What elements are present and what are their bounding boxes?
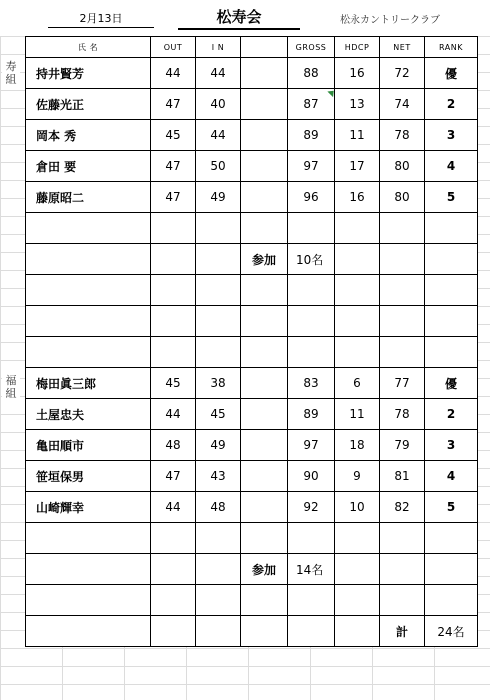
total-count: 24名 [425, 616, 478, 647]
net-score: 77 [380, 368, 425, 399]
empty-cell [241, 213, 288, 244]
empty-cell [380, 337, 425, 368]
handicap: 11 [335, 120, 380, 151]
column-header: NET [380, 37, 425, 58]
empty-cell [151, 306, 196, 337]
empty-cell [196, 337, 241, 368]
empty-row [26, 585, 478, 616]
rank: 優 [425, 368, 478, 399]
handicap: 16 [335, 182, 380, 213]
rank: 2 [425, 89, 478, 120]
empty-cell [241, 306, 288, 337]
empty-cell [26, 523, 151, 554]
empty-cell [241, 616, 288, 647]
player-row [26, 182, 478, 213]
empty-cell [380, 244, 425, 275]
empty-cell [26, 337, 151, 368]
empty-cell [288, 616, 335, 647]
empty-cell [288, 275, 335, 306]
empty-row [26, 306, 478, 337]
column-header [241, 37, 288, 58]
out-score: 47 [151, 182, 196, 213]
rank: 5 [425, 492, 478, 523]
in-score: 49 [196, 430, 241, 461]
player-name: 岡本 秀 [26, 120, 151, 151]
handicap: 9 [335, 461, 380, 492]
handicap: 16 [335, 58, 380, 89]
gross-score: 96 [288, 182, 335, 213]
empty-cell [335, 616, 380, 647]
empty-cell [335, 213, 380, 244]
player-row [26, 461, 478, 492]
handicap: 11 [335, 399, 380, 430]
player-name: 土屋忠夫 [26, 399, 151, 430]
participants-row [26, 554, 478, 585]
empty-cell [425, 275, 478, 306]
in-score: 40 [196, 89, 241, 120]
column-header: RANK [425, 37, 478, 58]
gross-score: 90 [288, 461, 335, 492]
rank: 4 [425, 461, 478, 492]
blank-cell [241, 368, 288, 399]
empty-cell [241, 523, 288, 554]
player-name: 山崎輝幸 [26, 492, 151, 523]
participants-count: 10名 [288, 244, 335, 275]
empty-cell [26, 554, 151, 585]
in-score: 49 [196, 182, 241, 213]
participants-label: 参加 [241, 244, 288, 275]
player-row [26, 58, 478, 89]
empty-cell [151, 554, 196, 585]
empty-cell [196, 523, 241, 554]
empty-cell [335, 306, 380, 337]
empty-cell [196, 244, 241, 275]
blank-cell [241, 89, 288, 120]
empty-cell [26, 275, 151, 306]
empty-cell [196, 306, 241, 337]
empty-cell [288, 523, 335, 554]
empty-cell [196, 616, 241, 647]
player-row [26, 492, 478, 523]
gross-score: 89 [288, 120, 335, 151]
empty-cell [151, 275, 196, 306]
empty-cell [288, 337, 335, 368]
column-header: I N [196, 37, 241, 58]
total-label: 計 [380, 616, 425, 647]
out-score: 47 [151, 89, 196, 120]
empty-cell [335, 554, 380, 585]
player-name: 倉田 要 [26, 151, 151, 182]
net-score: 79 [380, 430, 425, 461]
out-score: 48 [151, 430, 196, 461]
out-score: 47 [151, 151, 196, 182]
rank: 3 [425, 120, 478, 151]
column-header: HDCP [335, 37, 380, 58]
net-score: 74 [380, 89, 425, 120]
empty-cell [26, 306, 151, 337]
out-score: 47 [151, 461, 196, 492]
out-score: 44 [151, 492, 196, 523]
club-name: 松永カントリークラブ [340, 15, 440, 26]
in-score: 45 [196, 399, 241, 430]
empty-cell [151, 213, 196, 244]
group-label-fuku: 福組 [2, 374, 20, 400]
empty-cell [26, 585, 151, 616]
in-score: 38 [196, 368, 241, 399]
empty-cell [380, 523, 425, 554]
empty-cell [425, 585, 478, 616]
empty-cell [151, 616, 196, 647]
participants-count: 14名 [288, 554, 335, 585]
net-score: 80 [380, 151, 425, 182]
blank-cell [241, 461, 288, 492]
out-score: 44 [151, 399, 196, 430]
blank-cell [241, 399, 288, 430]
empty-cell [26, 213, 151, 244]
player-row [26, 151, 478, 182]
group-label-kotobuki: 寿組 [2, 60, 20, 86]
empty-cell [151, 523, 196, 554]
empty-cell [196, 585, 241, 616]
rank: 3 [425, 430, 478, 461]
empty-cell [151, 585, 196, 616]
date-label: 2月13日 [48, 10, 154, 28]
empty-row [26, 213, 478, 244]
empty-cell [425, 337, 478, 368]
handicap: 17 [335, 151, 380, 182]
empty-cell [380, 213, 425, 244]
column-header: OUT [151, 37, 196, 58]
blank-cell [241, 492, 288, 523]
column-header: GROSS [288, 37, 335, 58]
empty-cell [288, 213, 335, 244]
net-score: 82 [380, 492, 425, 523]
net-score: 78 [380, 120, 425, 151]
gross-score: 87 [288, 89, 335, 120]
empty-row [26, 337, 478, 368]
player-row [26, 89, 478, 120]
player-row [26, 430, 478, 461]
participants-label: 参加 [241, 554, 288, 585]
empty-cell [425, 306, 478, 337]
empty-cell [241, 585, 288, 616]
rank: 5 [425, 182, 478, 213]
empty-cell [288, 585, 335, 616]
empty-cell [151, 244, 196, 275]
gross-score: 97 [288, 151, 335, 182]
empty-cell [335, 337, 380, 368]
gross-score: 92 [288, 492, 335, 523]
player-name: 持井賢芳 [26, 58, 151, 89]
empty-cell [26, 244, 151, 275]
table-header [26, 37, 478, 58]
blank-cell [241, 430, 288, 461]
empty-cell [425, 554, 478, 585]
empty-row [26, 275, 478, 306]
empty-cell [196, 554, 241, 585]
net-score: 78 [380, 399, 425, 430]
player-name: 梅田眞三郎 [26, 368, 151, 399]
player-row [26, 399, 478, 430]
rank: 優 [425, 58, 478, 89]
out-score: 44 [151, 58, 196, 89]
empty-cell [380, 554, 425, 585]
empty-cell [335, 585, 380, 616]
out-score: 45 [151, 120, 196, 151]
in-score: 48 [196, 492, 241, 523]
empty-cell [288, 306, 335, 337]
participants-row [26, 244, 478, 275]
gross-score: 88 [288, 58, 335, 89]
rank: 4 [425, 151, 478, 182]
empty-cell [241, 337, 288, 368]
in-score: 44 [196, 120, 241, 151]
net-score: 81 [380, 461, 425, 492]
in-score: 44 [196, 58, 241, 89]
empty-cell [196, 213, 241, 244]
empty-cell [425, 523, 478, 554]
handicap: 13 [335, 89, 380, 120]
empty-cell [380, 585, 425, 616]
blank-cell [241, 151, 288, 182]
gross-score: 97 [288, 430, 335, 461]
out-score: 45 [151, 368, 196, 399]
player-name: 笹垣保男 [26, 461, 151, 492]
handicap: 6 [335, 368, 380, 399]
results-table [25, 36, 478, 647]
net-score: 80 [380, 182, 425, 213]
empty-cell [335, 523, 380, 554]
empty-row [26, 523, 478, 554]
handicap: 18 [335, 430, 380, 461]
gross-score: 83 [288, 368, 335, 399]
blank-cell [241, 58, 288, 89]
rank: 2 [425, 399, 478, 430]
empty-cell [335, 244, 380, 275]
in-score: 43 [196, 461, 241, 492]
empty-cell [196, 275, 241, 306]
in-score: 50 [196, 151, 241, 182]
column-header: 氏 名 [26, 37, 151, 58]
empty-cell [380, 275, 425, 306]
empty-cell [335, 275, 380, 306]
handicap: 10 [335, 492, 380, 523]
player-row [26, 368, 478, 399]
player-row [26, 120, 478, 151]
empty-cell [380, 306, 425, 337]
total-row [26, 616, 478, 647]
empty-cell [241, 275, 288, 306]
sheet-header [0, 0, 490, 36]
player-name: 亀田順市 [26, 430, 151, 461]
empty-cell [151, 337, 196, 368]
player-name: 藤原昭二 [26, 182, 151, 213]
gross-score: 89 [288, 399, 335, 430]
empty-cell [425, 244, 478, 275]
empty-cell [425, 213, 478, 244]
net-score: 72 [380, 58, 425, 89]
player-name: 佐藤光正 [26, 89, 151, 120]
page-title: 松寿会 [178, 6, 300, 30]
blank-cell [241, 120, 288, 151]
empty-cell [26, 616, 151, 647]
blank-cell [241, 182, 288, 213]
